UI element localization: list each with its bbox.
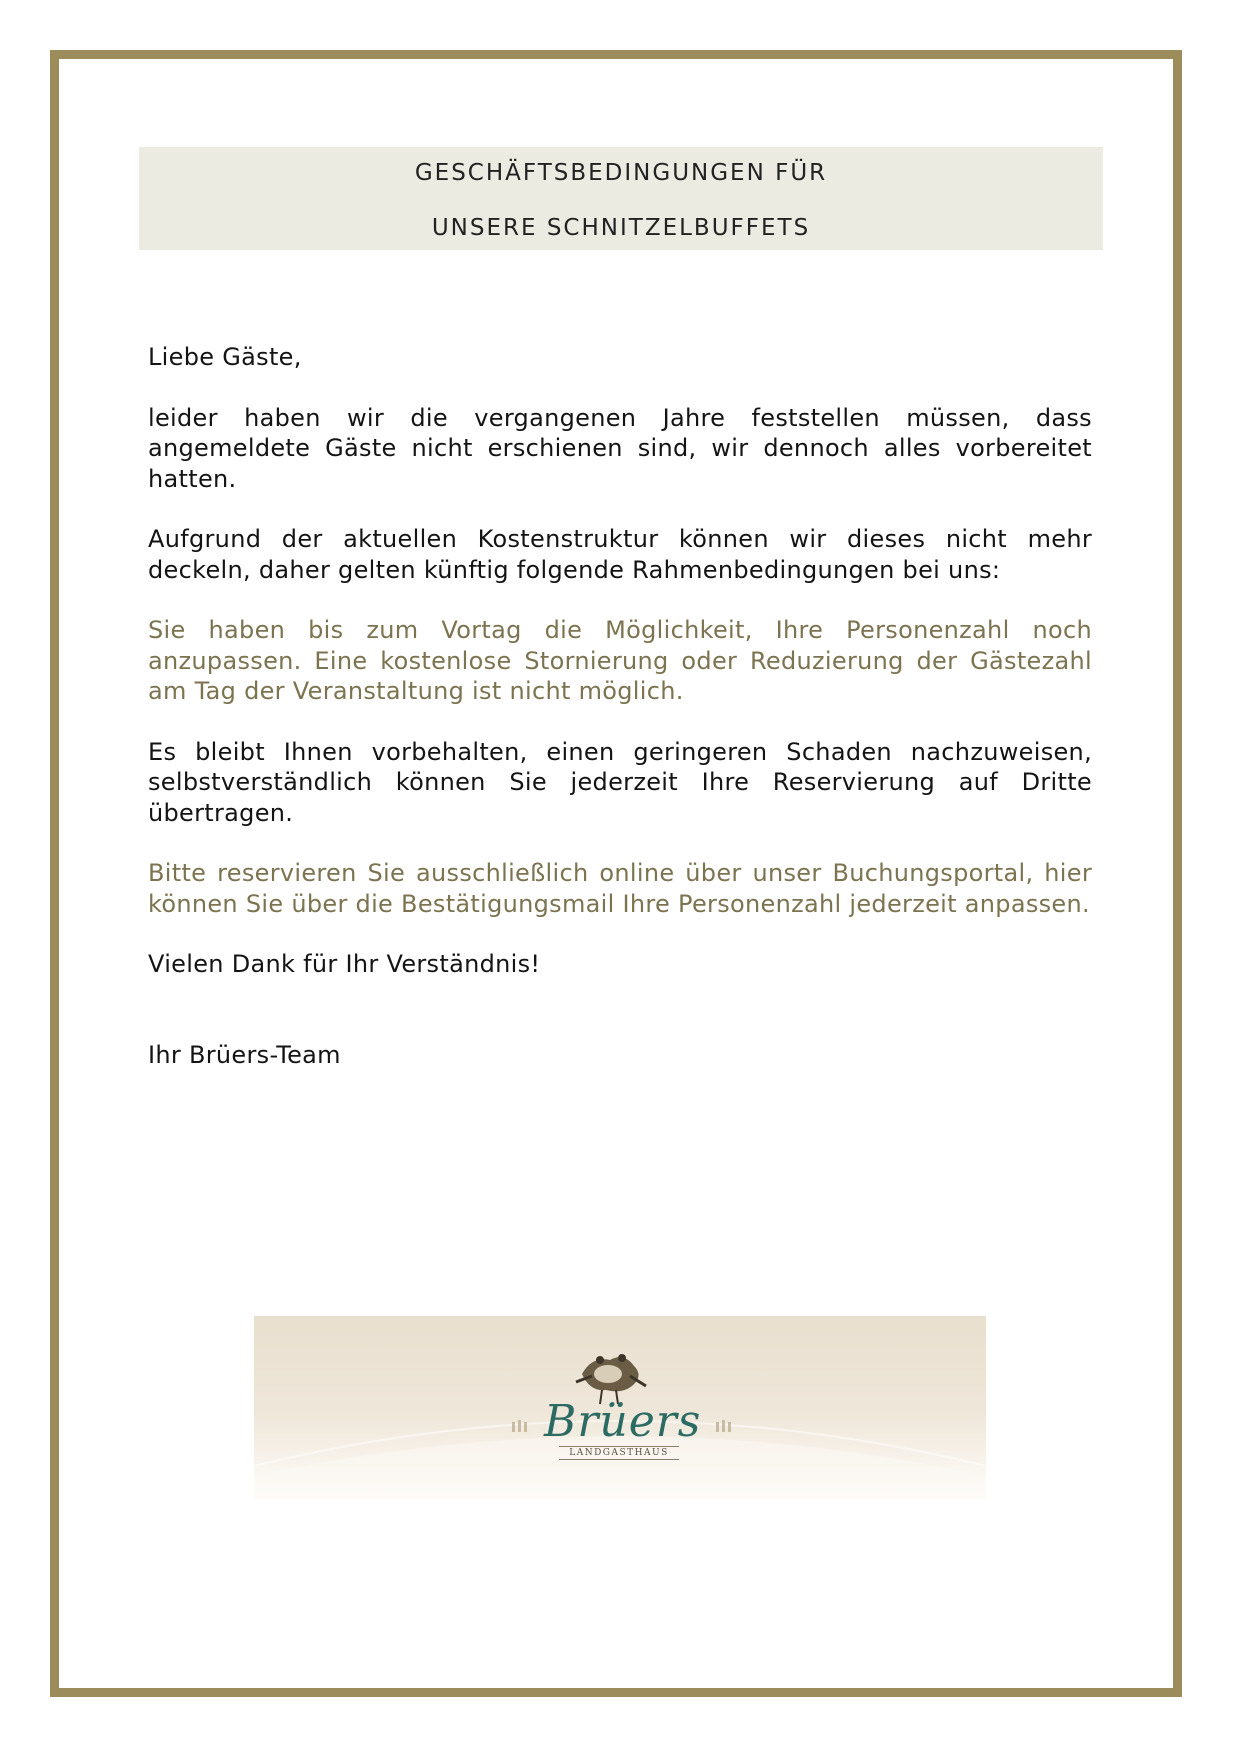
- thanks: Vielen Dank für Ihr Verständnis!: [148, 950, 541, 978]
- title-line-2: UNSERE SCHNITZELBUFFETS: [431, 215, 811, 241]
- paragraph-2: Aufgrund der aktuellen Kostenstruktur können wir dieses nicht mehr deckeln, daher gelten künftig folgende Rahmenbedingungen bei uns:: [148, 525, 1092, 584]
- greeting: Liebe Gäste,: [148, 343, 302, 371]
- title-box: [139, 147, 1103, 250]
- letter-body: [148, 342, 1092, 1070]
- paragraph-1: leider haben wir die vergangenen Jahre feststellen müssen, dass angemeldete Gäste nicht erschienen sind, wir dennoch alles vorbereitet hatten.: [148, 403, 1092, 493]
- logo-name: Brüers: [544, 1396, 702, 1447]
- logo-banner: [254, 1316, 986, 1499]
- paragraph-4: Es bleibt Ihnen vorbehalten, einen geringeren Schaden nachzuweisen, selbstverständlich können Sie jederzeit Ihre Reservierung auf Dritte übertragen.: [148, 737, 1092, 827]
- paragraph-3: Sie haben bis zum Vortag die Möglichkeit, Ihre Personenzahl noch anzupassen. Eine kostenlose Stornierung oder Reduzierung der Gästezahl am Tag der Veranstaltung ist nicht möglich.: [148, 616, 1092, 705]
- title-line-1: GESCHÄFTSBEDINGUNGEN FÜR: [414, 160, 828, 186]
- signature: Ihr Brüers-Team: [148, 1040, 341, 1069]
- paragraph-5: Bitte reservieren Sie ausschließlich online über unser Buchungsportal, hier können Sie über die Bestätigungsmail Ihre Personenzahl jederzeit anpassen.: [148, 859, 1092, 918]
- logo-subtitle: LANDGASTHAUS: [559, 1446, 679, 1460]
